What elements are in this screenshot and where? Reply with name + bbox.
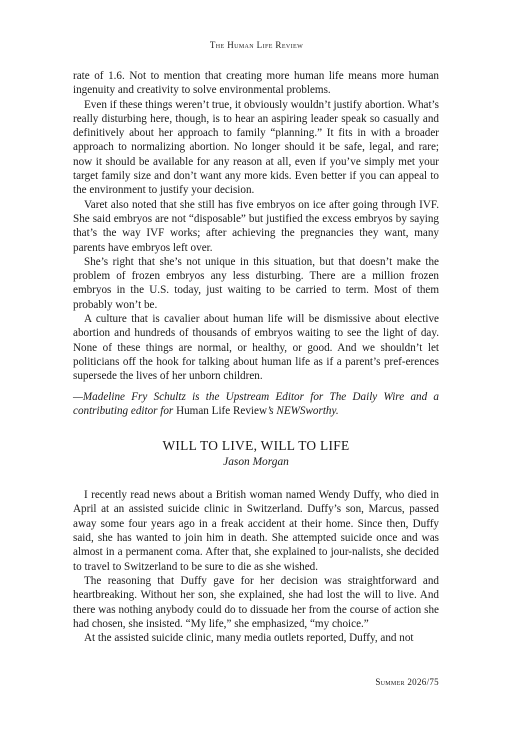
article-byline: Jason Morgan	[223, 456, 289, 469]
body-paragraph: She’s right that she’s not unique in this situation, but that doesn’t make the problem of frozen embryos any less disturbing. There are a million frozen embryos in the U.S. today, just waiting to be carried to term. Most of them probably won’t be.	[73, 255, 439, 311]
article-title: WILL TO LIVE, WILL TO LIFE	[162, 438, 350, 454]
credit-publication: Human Life Review	[176, 404, 268, 417]
page-folio: Summer 2026/75	[375, 677, 439, 687]
article-body	[73, 488, 439, 645]
page-body	[73, 69, 439, 645]
article-paragraph: At the assisted suicide clinic, many media outlets reported, Duffy, and not	[84, 632, 414, 645]
body-paragraph: A culture that is cavalier about human life will be dismissive about elective abortion and hundreds of thousands of embryos waiting to see the light of day. None of these things are normal, or healthy, or good. And we shouldn’t let politicians off the hook for talking about human life as if a parent’s pref-erences supersede the lives of her unborn children.	[73, 313, 439, 383]
body-paragraph: rate of 1.6. Not to mention that creating more human life means more human ingenuity and creativity to solve environmental problems.	[73, 70, 439, 97]
credit-text-end: ’s NEWSworthy.	[267, 404, 339, 417]
article-paragraph: The reasoning that Duffy gave for her decision was straightforward and heartbreaking. Without her son, she explained, she had lost the will to live. And there was nothing anybody could do to dissuade her from the course of action she had chosen, she insisted. “My life,” she emphasized, “my choice.”	[73, 574, 439, 630]
article-paragraph: I recently read news about a British woman named Wendy Duffy, who died in April at an assisted suicide clinic in Switzerland. Duffy’s son, Marcus, passed away some four years ago in a freak accident at their home. Since then, Duffy said, she has wanted to join him in death. She attempted suicide once and was almost in a permanent coma. After that, she explained to jour-nalists, she decided to travel to Switzerland to be sure to die as she wished.	[73, 489, 439, 573]
credit-text: —Madeline Fry Schultz is the Upstream Editor for The Daily Wire and a contributing editor for	[73, 390, 439, 417]
running-head: The Human Life Review	[209, 40, 304, 50]
author-credit	[73, 390, 439, 419]
body-paragraph: Varet also noted that she still has five embryos on ice after going through IVF. She said embryos are not “disposable” but justified the excess embryos by saying that’s the way IVF works; after achieving the pregnancies they want, many parents have embryos left over.	[73, 198, 439, 254]
body-paragraph: Even if these things weren’t true, it obviously wouldn’t justify abortion. What’s really disturbing here, though, is to hear an aspiring leader speak so casually and definitively about her approach to family “planning.” It fits in with a broader approach to normalizing abortion. No longer should it be safe, legal, and rare; now it should be available for any reason at all, even if you’ve simply met your target family size and don’t want any more kids. Even better if you can appeal to the environment to justify your decision.	[73, 98, 439, 197]
